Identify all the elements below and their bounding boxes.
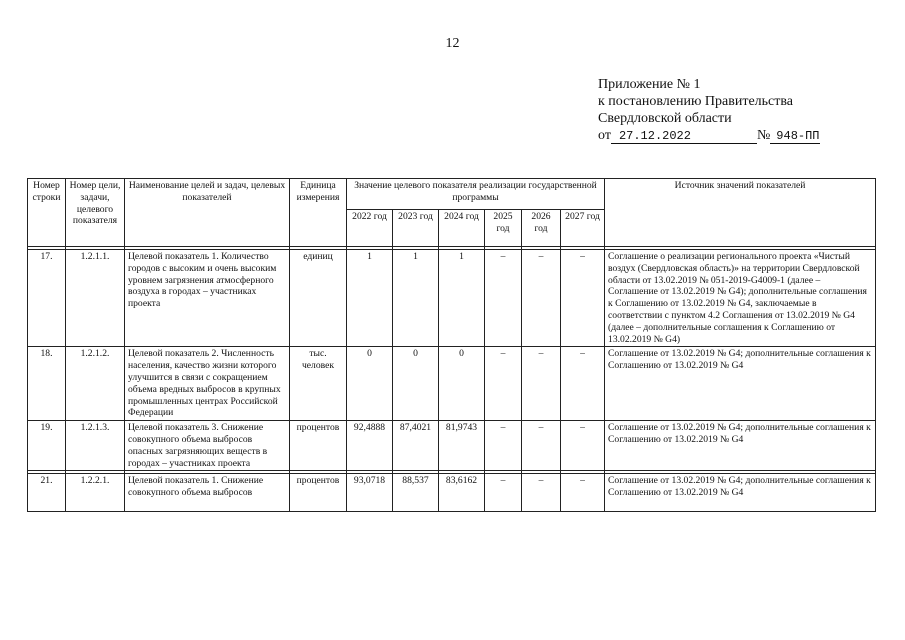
- indicator-name: Целевой показатель 3. Снижение совокупного объема выбросов опасных загрязняющих веществ в городах – участниках проекта: [125, 421, 290, 471]
- table-row: [28, 347, 876, 421]
- row-number: 18.: [28, 347, 66, 421]
- value-2022: 1: [347, 250, 393, 347]
- source: Соглашение от 13.02.2019 № G4; дополнительные соглашения к Соглашению от 13.02.2019 № G4: [605, 347, 876, 421]
- resolution-date: 27.12.2022: [611, 129, 757, 144]
- value-2022: 93,0718: [347, 474, 393, 512]
- value-2023: 1: [393, 250, 439, 347]
- value-2024: 0: [439, 347, 485, 421]
- header-source: Источник значений показателей: [605, 179, 876, 247]
- appendix-header: [598, 76, 820, 144]
- value-2024: 83,6162: [439, 474, 485, 512]
- header-year-2022: 2022 год: [347, 210, 393, 247]
- header-year-2026: 2026 год: [522, 210, 561, 247]
- goal-code: 1.2.2.1.: [66, 474, 125, 512]
- header-year-2025: 2025 год: [485, 210, 522, 247]
- value-2027: –: [561, 421, 605, 471]
- value-2027: –: [561, 474, 605, 512]
- number-label: №: [756, 128, 771, 143]
- value-2026: –: [522, 421, 561, 471]
- value-2026: –: [522, 474, 561, 512]
- indicators-table: [27, 178, 876, 512]
- source: Соглашение от 13.02.2019 № G4; дополнительные соглашения к Соглашению от 13.02.2019 № G4: [605, 421, 876, 471]
- indicator-name: Целевой показатель 2. Численность населения, качество жизни которого улучшится в связи с сокращением объема вредных выбросов в крупных промышленных центрах Российской Федерации: [125, 347, 290, 421]
- value-2027: –: [561, 347, 605, 421]
- appendix-line-resolution: к постановлению Правительства: [598, 94, 794, 109]
- value-2024: 81,9743: [439, 421, 485, 471]
- value-2024: 1: [439, 250, 485, 347]
- value-2025: –: [485, 421, 522, 471]
- source: Соглашение от 13.02.2019 № G4; дополнительные соглашения к Соглашению от 13.02.2019 № G4: [605, 474, 876, 512]
- value-2022: 92,4888: [347, 421, 393, 471]
- value-2026: –: [522, 250, 561, 347]
- value-2025: –: [485, 474, 522, 512]
- indicator-name: Целевой показатель 1. Количество городов с высоким и очень высоким уровнем загрязнения атмосферного воздуха в городах – участниках проекта: [125, 250, 290, 347]
- table-row: [28, 250, 876, 347]
- table-row: [28, 421, 876, 471]
- header-goal-number: Номер цели, задачи, целевого показателя: [66, 179, 125, 247]
- value-2026: –: [522, 347, 561, 421]
- header-row-number: Номер строки: [28, 179, 66, 247]
- header-name: Наименование целей и задач, целевых показателей: [125, 179, 290, 247]
- goal-code: 1.2.1.1.: [66, 250, 125, 347]
- appendix-line-region: Свердловской области: [598, 111, 732, 126]
- unit: единиц: [290, 250, 347, 347]
- header-year-2024: 2024 год: [439, 210, 485, 247]
- source: Соглашение о реализации регионального проекта «Чистый воздух (Свердловская область)» на территории Свердловской области от 13.02.2019 № 051-2019-G4009-1 (далее – Соглашение от 13.02.2019 № G4); дополнительные соглашения к Соглашению от 13.02.2019 № G4, заключаемые в соответствии с пунктом 4.2 Соглашения от 13.02.2019 № G4 (далее – дополнительные соглашения к Соглашению от 13.02.2019 № G4): [605, 250, 876, 347]
- resolution-number: 948-ПП: [770, 129, 819, 144]
- value-2027: –: [561, 250, 605, 347]
- value-2023: 87,4021: [393, 421, 439, 471]
- value-2023: 88,537: [393, 474, 439, 512]
- goal-code: 1.2.1.2.: [66, 347, 125, 421]
- value-2025: –: [485, 347, 522, 421]
- indicator-name: Целевой показатель 1. Снижение совокупного объема выбросов: [125, 474, 290, 512]
- header-year-2027: 2027 год: [561, 210, 605, 247]
- from-label: от: [598, 128, 611, 143]
- unit: процентов: [290, 421, 347, 471]
- row-number: 19.: [28, 421, 66, 471]
- table-row: [28, 474, 876, 512]
- value-2022: 0: [347, 347, 393, 421]
- header-unit: Единица измерения: [290, 179, 347, 247]
- unit: тыс. человек: [290, 347, 347, 421]
- row-number: 17.: [28, 250, 66, 347]
- value-2025: –: [485, 250, 522, 347]
- goal-code: 1.2.1.3.: [66, 421, 125, 471]
- appendix-title: Приложение № 1: [598, 77, 701, 92]
- page-number: 12: [445, 36, 460, 51]
- value-2023: 0: [393, 347, 439, 421]
- header-values: Значение целевого показателя реализации государственной программы: [347, 179, 605, 210]
- row-number: 21.: [28, 474, 66, 512]
- header-year-2023: 2023 год: [393, 210, 439, 247]
- unit: процентов: [290, 474, 347, 512]
- appendix-date-line: [598, 127, 820, 144]
